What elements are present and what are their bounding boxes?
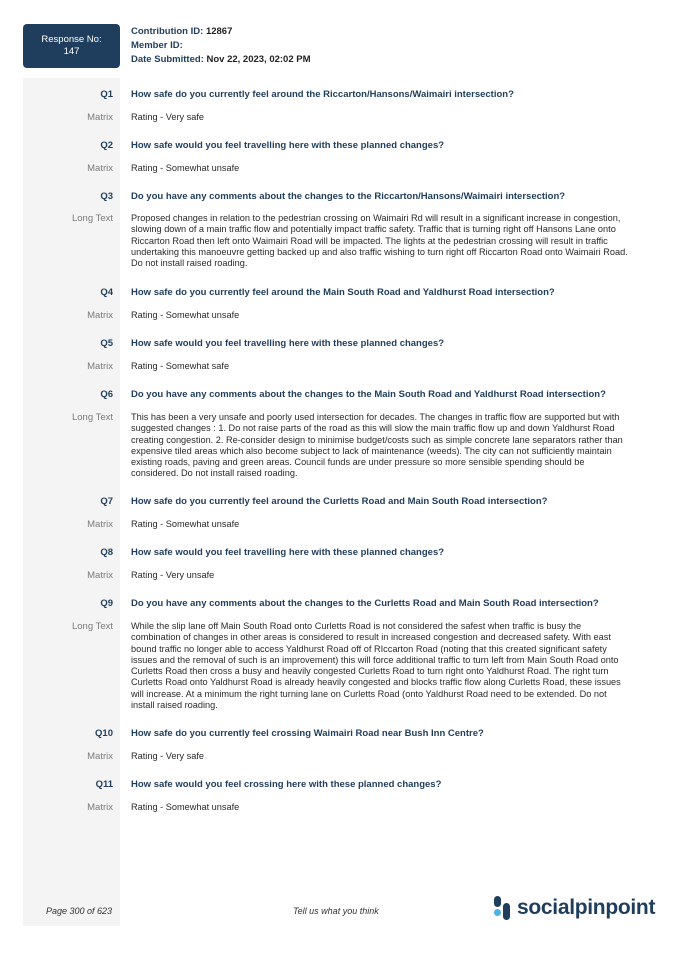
question-text: How safe would you feel crossing here with these planned changes? — [131, 779, 442, 790]
question-text: How safe would you feel travelling here with these planned changes? — [131, 547, 445, 558]
answer-type: Matrix — [87, 751, 113, 762]
member-label: Member ID: — [131, 40, 183, 51]
question-number: Q11 — [95, 779, 113, 790]
answer-text: Rating - Very safe — [131, 751, 205, 761]
response-number: 147 — [63, 46, 80, 57]
answer-text: Rating - Very unsafe — [131, 570, 215, 580]
answer-type: Long Text — [71, 412, 113, 423]
question-text: How safe do you currently feel around the Riccarton/Hansons/Waimairi intersection? — [131, 89, 514, 100]
answer-text: Rating - Somewhat safe — [131, 361, 230, 371]
answer-type: Matrix — [87, 112, 113, 123]
contribution-id: 12867 — [205, 26, 233, 37]
question-number: Q3 — [100, 191, 113, 202]
submission-meta — [131, 25, 311, 67]
question-number: Q5 — [100, 338, 113, 349]
question-number: Q9 — [100, 598, 113, 609]
question-number: Q6 — [100, 389, 113, 400]
contribution-label: Contribution ID: — [131, 26, 204, 37]
answer-type: Matrix — [87, 802, 113, 813]
logo-text: socialpinpoint — [517, 896, 656, 919]
answer-text: Rating - Very safe — [131, 112, 205, 122]
question-text: Do you have any comments about the changes to the Curletts Road and Main South Road intersection? — [131, 598, 599, 609]
question-text: How safe do you currently feel crossing Waimairi Road near Bush Inn Centre? — [131, 728, 484, 739]
date-value: Nov 22, 2023, 02:02 PM — [206, 54, 311, 65]
question-number: Q7 — [100, 496, 113, 507]
response-label: Response No: — [41, 34, 102, 45]
question-number: Q1 — [100, 89, 113, 100]
answer-type: Matrix — [87, 163, 113, 174]
answer-text: Rating - Somewhat unsafe — [131, 163, 240, 173]
answer-text: Rating - Somewhat unsafe — [131, 802, 240, 812]
question-text: How safe would you feel travelling here with these planned changes? — [131, 140, 445, 151]
answer-type: Matrix — [87, 310, 113, 321]
question-number: Q8 — [100, 547, 113, 558]
answer-text: While the slip lane off Main South Road onto Curletts Road is not considered the safest when traffic is busy the combination of changes in other areas is considered to result in increased congestion and decreased safety. With east bound traffic no longer able to access Yaldhurst Road off of RIccarton Road (noting that this created significant safety issues and the removal of such is an improvement) this will force additional traffic to turn left from Main South Road onto Curletts Road then cross a busy and heavily congested Curletts Road to turn right onto Yaldhurst Road. The right turn Curletts Road onto Yaldhurst Road is already heavily congested and blocks traffic flow along Curletts Road, these issues will increase. At a minimum the right turning lane on Curletts Road (onto Yaldhurst Road need to be extended. Do not install raised roading. — [131, 621, 621, 711]
footer-tagline: Tell us what you think — [293, 906, 379, 916]
answer-text: Rating - Somewhat unsafe — [131, 519, 240, 529]
question-text: How safe do you currently feel around the Curletts Road and Main South Road intersection? — [131, 496, 548, 507]
question-number: Q2 — [100, 140, 113, 151]
question-text: Do you have any comments about the changes to the Riccarton/Hansons/Waimairi intersection? — [131, 191, 566, 202]
answer-type: Matrix — [87, 361, 113, 372]
answer-text: This has been a very unsafe and poorly used intersection for decades. The changes in traffic flow are supported but with suggested changes : 1. Do not raise parts of the road as this will slow the main traffic flow up and down Yaldhurst Road creating congestion. 2. Re-consider design to minimise budget/costs such as simple concrete lane separators rather than expensive tiled areas which also become subject to lack of maintenance (weeds). The city can not sufficiently maintain existing roads, paving and green areas. Council funds are under pressure so more sensible spending should be considered. Do not install raised roading. — [131, 412, 623, 479]
response-number-badge — [23, 24, 120, 68]
question-number: Q10 — [95, 728, 113, 739]
answer-type: Long Text — [71, 213, 113, 224]
answer-type: Matrix — [87, 519, 113, 530]
page-number: Page 300 of 623 — [46, 906, 113, 916]
question-text: How safe do you currently feel around the Main South Road and Yaldhurst Road intersection? — [131, 287, 555, 298]
socialpinpoint-logo — [492, 895, 655, 921]
date-label: Date Submitted: — [131, 54, 204, 65]
answer-type: Matrix — [87, 570, 113, 581]
question-number: Q4 — [100, 287, 113, 298]
answer-text: Proposed changes in relation to the pedestrian crossing on Waimairi Rd will result in a significant increase in congestion, slowing down of a main traffic flow and potentially impact traffic safety. Traffic that is turning right off Hansons Lane onto Riccarton Road then left onto Waimairi Road will be impacted. The lights at the pedestrian crossing will result in traffic undertaking this manoeuvre getting backed up and also traffic wishing to turn right off Riccarton Road onto Waimairi Road. Do not install raised roading. — [131, 213, 628, 269]
question-text: How safe would you feel travelling here with these planned changes? — [131, 338, 445, 349]
question-text: Do you have any comments about the changes to the Main South Road and Yaldhurst Road intersection? — [131, 389, 606, 400]
pinpoint-logo-icon — [492, 895, 512, 921]
answer-type: Long Text — [71, 621, 113, 632]
answer-text: Rating - Somewhat unsafe — [131, 310, 240, 320]
